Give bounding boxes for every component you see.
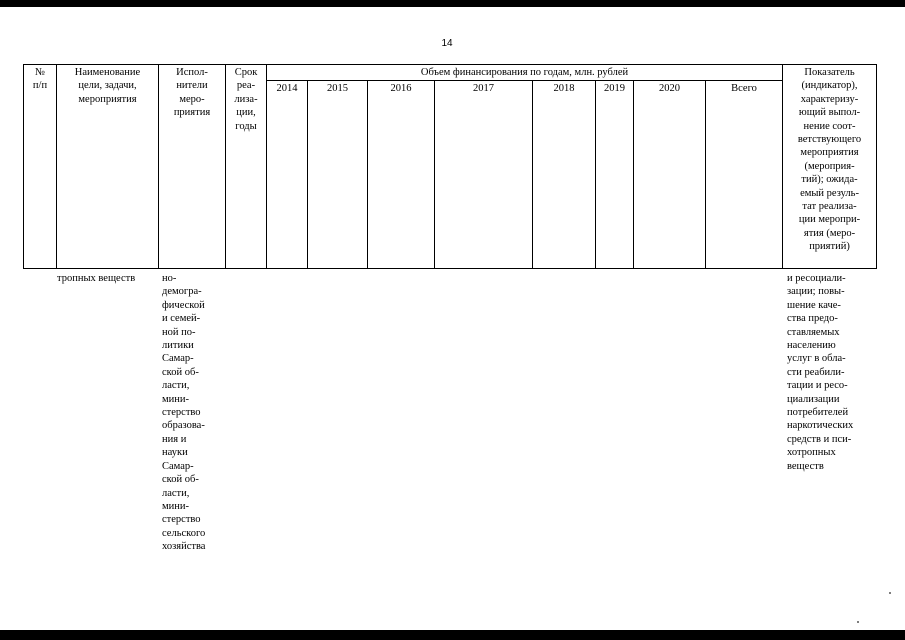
page-number: 14 [441, 38, 453, 49]
header-number: № п/п [24, 65, 57, 269]
header-name: Наименование цели, задачи, мероприятия [57, 65, 159, 269]
scan-speck [889, 592, 891, 594]
continued-indicator-cell: и ресоциали- зации; повы- шение каче- ства предо- ставляемых населению услуг в обла- сти реабили- тации и ресо- циализации потребителей наркотических средств и пси- хотропных веществ [787, 273, 854, 472]
scan-speck [857, 621, 859, 623]
header-indicator: Показатель (индикатор), характеризу- ющий выпол- нение соот- ветствующего мероприятия (мероприя- тий); ожида- емый резуль- тат реализа- ции меропри- ятия (меро- приятий) [783, 65, 877, 269]
header-term: Срок реа- лиза- ции, годы [226, 65, 267, 269]
header-year-2015: 2015 [308, 81, 368, 269]
header-year-2017: 2017 [435, 81, 533, 269]
header-year-2014: 2014 [267, 81, 308, 269]
funding-table [23, 64, 877, 269]
top-scan-border [0, 0, 905, 7]
header-executors: Испол- нители меро- приятия [159, 65, 226, 269]
continued-name-cell: тропных веществ [57, 273, 136, 284]
header-total: Всего [706, 81, 783, 269]
continued-executors-cell: но- демогра- фической и семей- ной по- литики Самар- ской об- ласти, мини- стерство образова- ния и науки Самар- ской об- ласти, мини- стерство сельского хозяйства [162, 273, 206, 553]
header-year-2018: 2018 [533, 81, 596, 269]
bottom-scan-border [0, 630, 905, 640]
header-year-2019: 2019 [596, 81, 634, 269]
header-funding: Объем финансирования по годам, млн. рублей [267, 65, 783, 81]
header-year-2016: 2016 [368, 81, 435, 269]
header-year-2020: 2020 [634, 81, 706, 269]
